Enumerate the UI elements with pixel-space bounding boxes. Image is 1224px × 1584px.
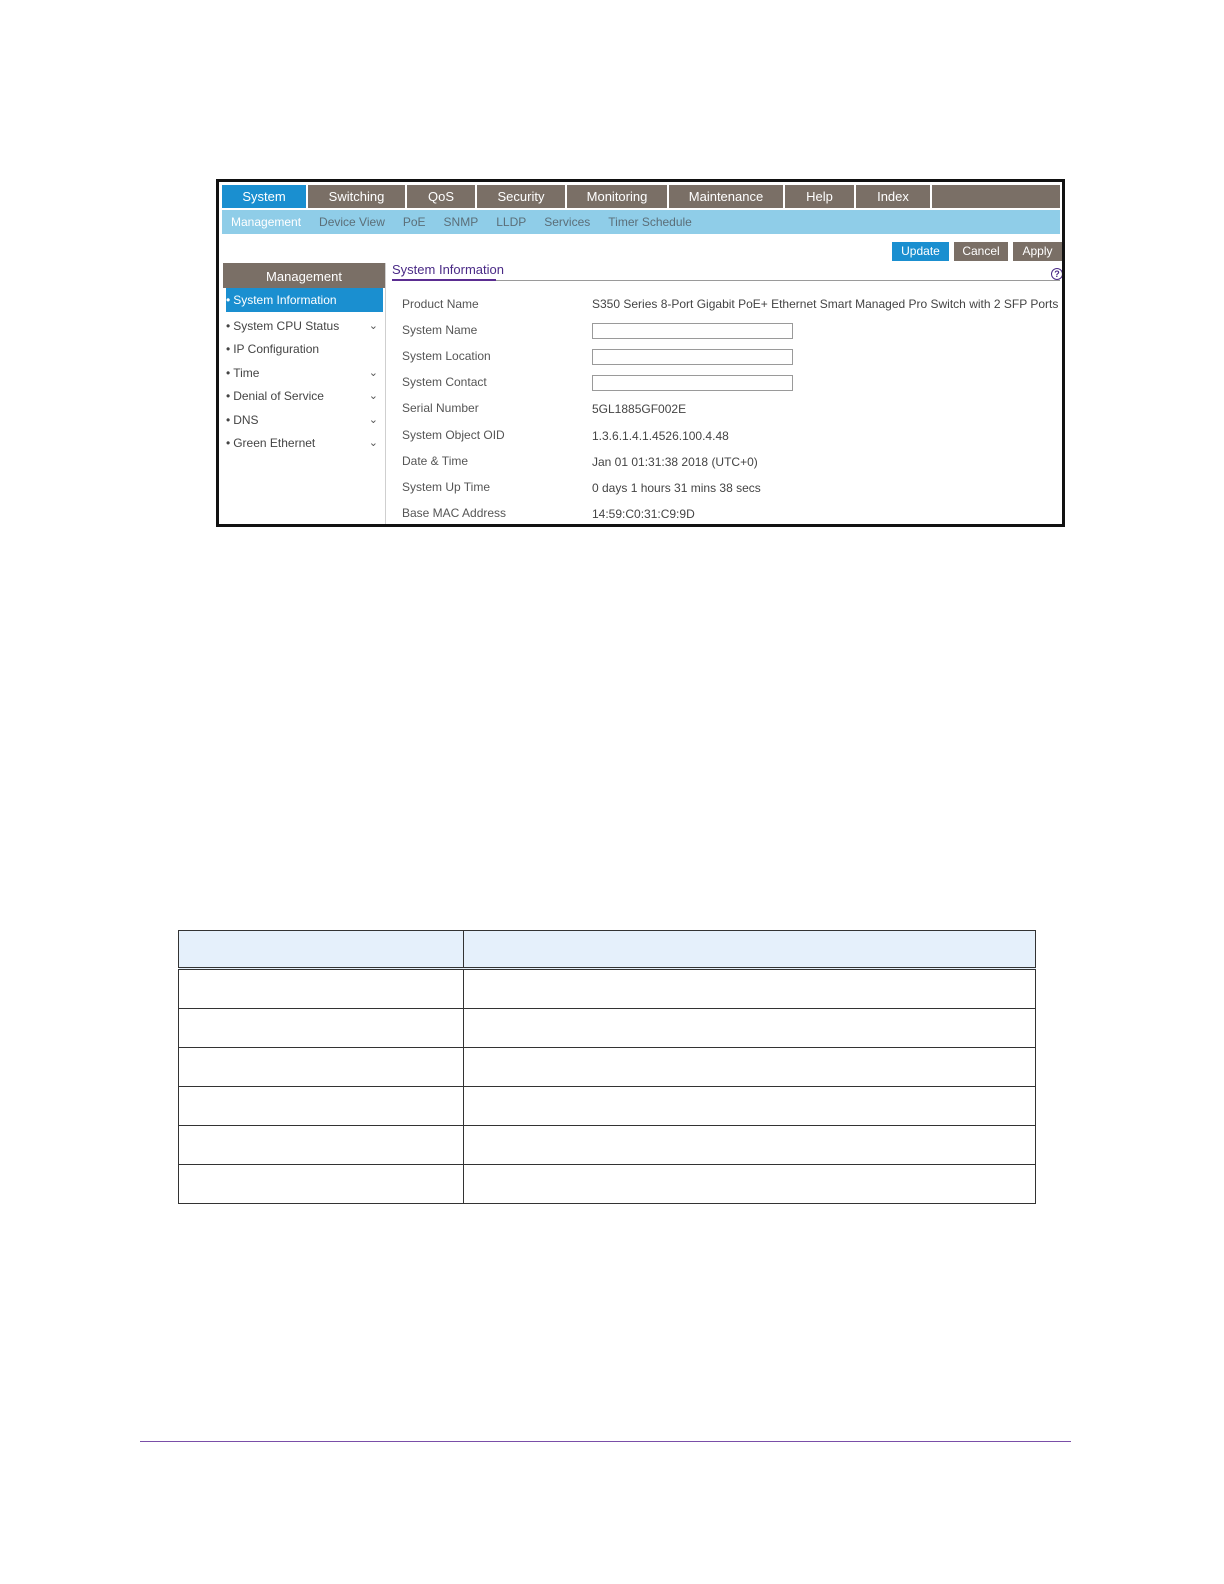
tab-qos[interactable]: QoS [407, 185, 477, 208]
subtab-services[interactable]: Services [544, 215, 591, 229]
table-cell [179, 1126, 464, 1165]
chevron-down-icon[interactable]: ⌄ [368, 437, 378, 449]
cancel-button[interactable]: Cancel [954, 242, 1008, 261]
sidebar-item-label: Time [233, 366, 260, 380]
tab-help[interactable]: Help [785, 185, 856, 208]
bullet-icon: • [226, 366, 231, 380]
tab-index[interactable]: Index [856, 185, 932, 208]
product-name-label: Product Name [402, 297, 479, 311]
tab-security[interactable]: Security [477, 185, 567, 208]
table-cell [179, 1165, 464, 1204]
base-mac-address-value: 14:59:C0:31:C9:9D [592, 507, 695, 521]
system-object-oid-label: System Object OID [402, 428, 505, 442]
bullet-icon: • [226, 413, 231, 427]
subtab-timer-schedule[interactable]: Timer Schedule [608, 215, 692, 229]
sidebar-item-time[interactable] [226, 362, 383, 384]
system-up-time-value: 0 days 1 hours 31 mins 38 secs [592, 481, 761, 495]
table-cell [179, 1009, 464, 1048]
sidebar-item-ip-configuration[interactable] [226, 338, 383, 360]
sidebar-item-system-cpu-status[interactable] [226, 315, 383, 337]
tab-monitoring[interactable]: Monitoring [567, 185, 669, 208]
tab-switching[interactable]: Switching [308, 185, 407, 208]
sidebar-item-label: System Information [233, 293, 337, 307]
table-cell [464, 1048, 1036, 1087]
table-cell [179, 1087, 464, 1126]
system-up-time-label: System Up Time [402, 480, 491, 494]
page-title: System Information [392, 262, 504, 277]
table-cell [179, 1048, 464, 1087]
table-row [179, 1126, 1036, 1165]
sidebar-item-label: Green Ethernet [233, 436, 316, 450]
bullet-icon: • [226, 293, 231, 307]
table-row [179, 1087, 1036, 1126]
subtab-management[interactable]: Management [231, 215, 302, 229]
date-time-value: Jan 01 01:31:38 2018 (UTC+0) [592, 455, 758, 469]
ui-screenshot-frame [216, 179, 1065, 527]
product-name-value: S350 Series 8-Port Gigabit PoE+ Ethernet Smart Managed Pro Switch with 2 SFP Ports [592, 297, 1059, 311]
system-name-label: System Name [402, 323, 478, 337]
table-header-cell [464, 931, 1036, 969]
system-name-input[interactable] [592, 323, 793, 339]
subtab-poe[interactable]: PoE [402, 215, 426, 229]
help-icon[interactable]: ? [1051, 268, 1063, 280]
serial-number-value: 5GL1885GF002E [592, 402, 687, 416]
sidebar-item-label: System CPU Status [233, 319, 340, 333]
chevron-down-icon[interactable]: ⌄ [368, 367, 378, 379]
system-contact-input[interactable] [592, 375, 793, 391]
table-cell [464, 1087, 1036, 1126]
sidebar-item-denial-of-service[interactable] [226, 385, 383, 407]
bullet-icon: • [226, 389, 231, 403]
table-cell [464, 1165, 1036, 1204]
table-cell [464, 1009, 1036, 1048]
table-cell [464, 1126, 1036, 1165]
sidebar-item-label: DNS [233, 413, 259, 427]
table-row [179, 969, 1036, 1009]
system-object-oid-value: 1.3.6.1.4.1.4526.100.4.48 [592, 429, 729, 443]
system-contact-label: System Contact [402, 375, 487, 389]
bullet-icon: • [226, 436, 231, 450]
chevron-down-icon[interactable]: ⌄ [368, 390, 378, 402]
system-location-label: System Location [402, 349, 491, 363]
bullet-icon: • [226, 342, 231, 356]
base-mac-address-label: Base MAC Address [402, 506, 507, 520]
sidebar-item-label: Denial of Service [233, 389, 324, 403]
bullet-icon: • [226, 319, 231, 333]
table-cell [464, 969, 1036, 1009]
table-cell [179, 969, 464, 1009]
title-underline [392, 279, 496, 281]
table-header-cell [179, 931, 464, 969]
subtab-device-view[interactable]: Device View [319, 215, 385, 229]
sidebar-item-system-information[interactable] [226, 288, 383, 312]
sidebar-item-green-ethernet[interactable] [226, 432, 383, 454]
system-location-input[interactable] [592, 349, 793, 365]
chevron-down-icon[interactable]: ⌄ [368, 414, 378, 426]
update-button[interactable]: Update [892, 242, 949, 261]
apply-button[interactable]: Apply [1013, 242, 1062, 261]
sidebar-header: Management [223, 263, 385, 288]
table-header-row [179, 931, 1036, 969]
sub-navigation-bar [222, 210, 1060, 234]
tab-system[interactable]: System [222, 185, 308, 208]
table-row [179, 1165, 1036, 1204]
subtab-lldp[interactable]: LLDP [496, 215, 527, 229]
top-navigation-bar [222, 185, 1060, 208]
date-time-label: Date & Time [402, 454, 469, 468]
footer-divider [140, 1441, 1071, 1442]
table-row [179, 1009, 1036, 1048]
tab-maintenance[interactable]: Maintenance [669, 185, 785, 208]
sidebar-item-label: IP Configuration [233, 342, 320, 356]
serial-number-label: Serial Number [402, 401, 479, 415]
document-table [178, 930, 1036, 1204]
subtab-snmp[interactable]: SNMP [443, 215, 479, 229]
table-row [179, 1048, 1036, 1087]
sidebar-divider [385, 263, 386, 527]
sidebar-item-dns[interactable] [226, 409, 383, 431]
chevron-down-icon[interactable]: ⌄ [368, 320, 378, 332]
